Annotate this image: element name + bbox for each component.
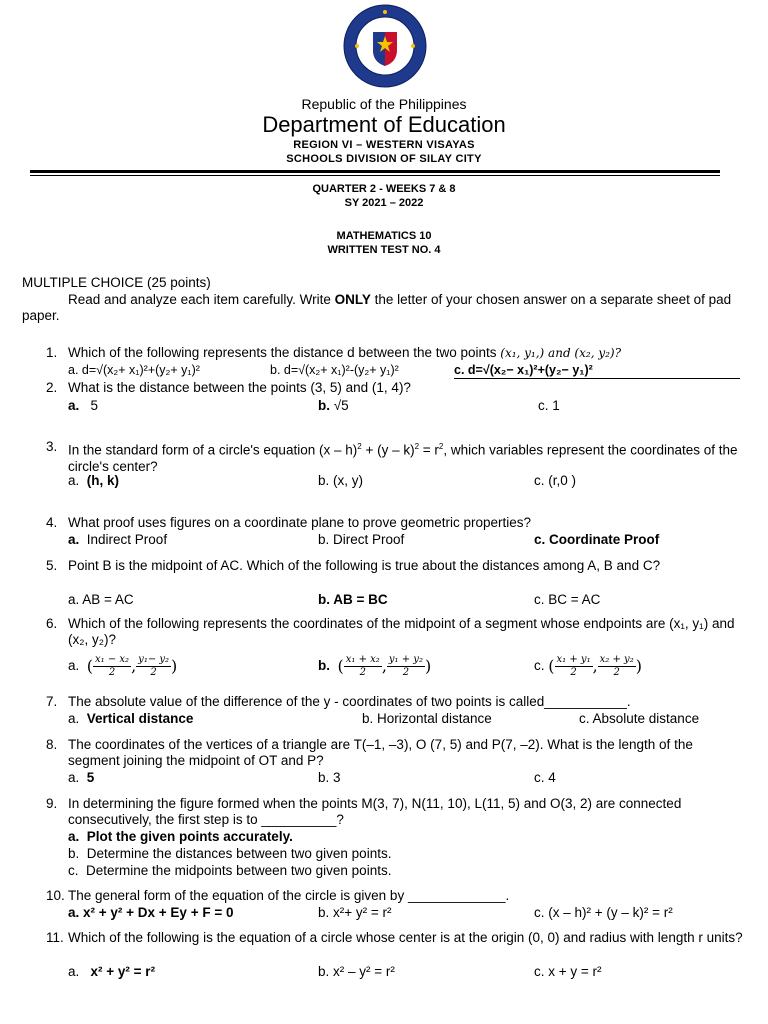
- option-a: a. (h, k): [68, 473, 120, 488]
- option-a: a. x² + y² + Dx + Ey + F = 0: [68, 905, 234, 920]
- question-text: In determining the figure formed when the points M(3, 7), N(11, 10), L(11, 5) and O(3, 2) are connected consecutively, the first step is to __________?: [68, 796, 682, 827]
- question-text: The absolute value of the difference of the y - coordinates of two points is called___________.: [68, 694, 631, 709]
- question-number: 10.: [46, 888, 65, 903]
- question-number: 6.: [46, 616, 58, 631]
- school-year-line: SY 2021 – 2022: [344, 197, 424, 209]
- option-c: c. 4: [534, 770, 556, 785]
- question-text: Point B is the midpoint of AC. Which of the following is true about the distances among A, B and C?: [68, 558, 661, 573]
- question-number: 4.: [46, 515, 58, 530]
- header-divider-thin: [30, 175, 720, 176]
- instructions: Read and analyze each item carefully. Write ONLY the letter of your chosen answer on a separate sheet of pad paper.: [22, 292, 732, 323]
- division-line: SCHOOLS DIVISION OF SILAY CITY: [286, 153, 482, 165]
- option-c: c. (x – h)² + (y – k)² = r²: [534, 905, 673, 920]
- option-a: a. ( $\frac{\text{x₁ − x₂}}{2}$ , $\frac{\text{y₁− y₂}}{2}$ ): [68, 653, 178, 678]
- section-title: MULTIPLE CHOICE (25 points): [22, 275, 211, 290]
- question-number: 3.: [46, 439, 58, 454]
- question-text: What proof uses figures on a coordinate plane to prove geometric properties?: [68, 515, 532, 530]
- option-c: c. x + y = r²: [534, 964, 602, 979]
- option-c: c. Determine the midpoints between two given points.: [68, 863, 392, 878]
- subject-line: MATHEMATICS 10: [336, 230, 432, 242]
- question-text: In the standard form of a circle's equation $(x - h)^2 + (y - k)^2 = r^2$, which variables represent the coordinates of the circle's center?: [68, 442, 738, 474]
- question-text: The coordinates of the vertices of a triangle are T(–1, –3), O (7, 5) and P(7, –2). What is the length of the segment joining the midpoint of OT and P?: [68, 737, 693, 768]
- option-b: b. x²+ y² = r²: [318, 905, 392, 920]
- option-b: b. (x, y): [318, 473, 364, 488]
- option-c: c. 1: [538, 398, 560, 413]
- question-number: 1.: [46, 345, 58, 360]
- option-a: a. 5: [68, 770, 95, 785]
- option-b: b. ( $\frac{\text{x₁ + x₂}}{2}$ , $\frac{\text{y₁ + y₂}}{2}$ ): [318, 653, 432, 678]
- option-c: c. BC = AC: [534, 592, 601, 607]
- option-b: b. d=√(x₂+ x₁)²-(y₂+ y₁)²: [270, 363, 399, 377]
- option-a: a. Plot the given points accurately.: [68, 829, 293, 844]
- option-a: a. AB = AC: [68, 592, 134, 607]
- quarter-line: QUARTER 2 - WEEKS 7 & 8: [312, 183, 456, 195]
- question-number: 7.: [46, 694, 58, 709]
- question-text: The general form of the equation of the circle is given by _____________.: [68, 888, 510, 903]
- option-a: a. d=√(x₂+ x₁)²+(y₂+ y₁)²: [68, 363, 200, 377]
- option-b: b. √5: [318, 398, 349, 413]
- option-c: c. (r,0 ): [534, 473, 577, 488]
- republic-line: Republic of the Philippines: [301, 96, 467, 112]
- region-line: REGION VI – WESTERN VISAYAS: [293, 139, 475, 151]
- option-b: b. Direct Proof: [318, 532, 405, 547]
- question-text: What is the distance between the points (3, 5) and (1, 4)?: [68, 380, 411, 395]
- question-text: Which of the following represents the coordinates of the midpoint of a segment whose endpoints are (x₁, y₁) and (x₂, y₂)?: [68, 616, 735, 647]
- option-a: a. Indirect Proof: [68, 532, 168, 547]
- option-b: b. AB = BC: [318, 592, 388, 607]
- question-text: Which of the following represents the distance d between the two points (x₁, y₁,) and (x₂, y₂)?: [68, 345, 622, 360]
- question-number: 9.: [46, 796, 58, 811]
- option-b: b. Horizontal distance: [362, 711, 492, 726]
- option-a: a. 5: [68, 398, 99, 413]
- option-a: a. Vertical distance: [68, 711, 194, 726]
- deped-seal-logo: [343, 4, 427, 88]
- option-b: b. x² – y² = r²: [318, 964, 395, 979]
- option-c: c. d=√(x₂− x₁)²+(y₂− y₁)²: [454, 363, 593, 377]
- answer-underline: [454, 378, 740, 379]
- question-number: 11.: [46, 930, 64, 945]
- question-text: Which of the following is the equation of a circle whose center is at the origin (0, 0) and radius with length r units?: [68, 930, 743, 945]
- department-title: Department of Education: [262, 112, 506, 137]
- option-c: c. Coordinate Proof: [534, 532, 660, 547]
- option-a: a. x² + y² = r²: [68, 964, 156, 979]
- header-divider: [30, 170, 720, 173]
- option-b: b. Determine the distances between two given points.: [68, 846, 392, 861]
- test-title: WRITTEN TEST NO. 4: [327, 244, 441, 256]
- question-number: 2.: [46, 380, 58, 395]
- question-number: 5.: [46, 558, 58, 573]
- option-c: c. ( $\frac{\text{x₁ + y₁}}{2}$ , $\frac{\text{x₂ + y₂}}{2}$ ): [534, 653, 642, 678]
- option-b: b. 3: [318, 770, 341, 785]
- question-number: 8.: [46, 737, 58, 752]
- option-c: c. Absolute distance: [579, 711, 700, 726]
